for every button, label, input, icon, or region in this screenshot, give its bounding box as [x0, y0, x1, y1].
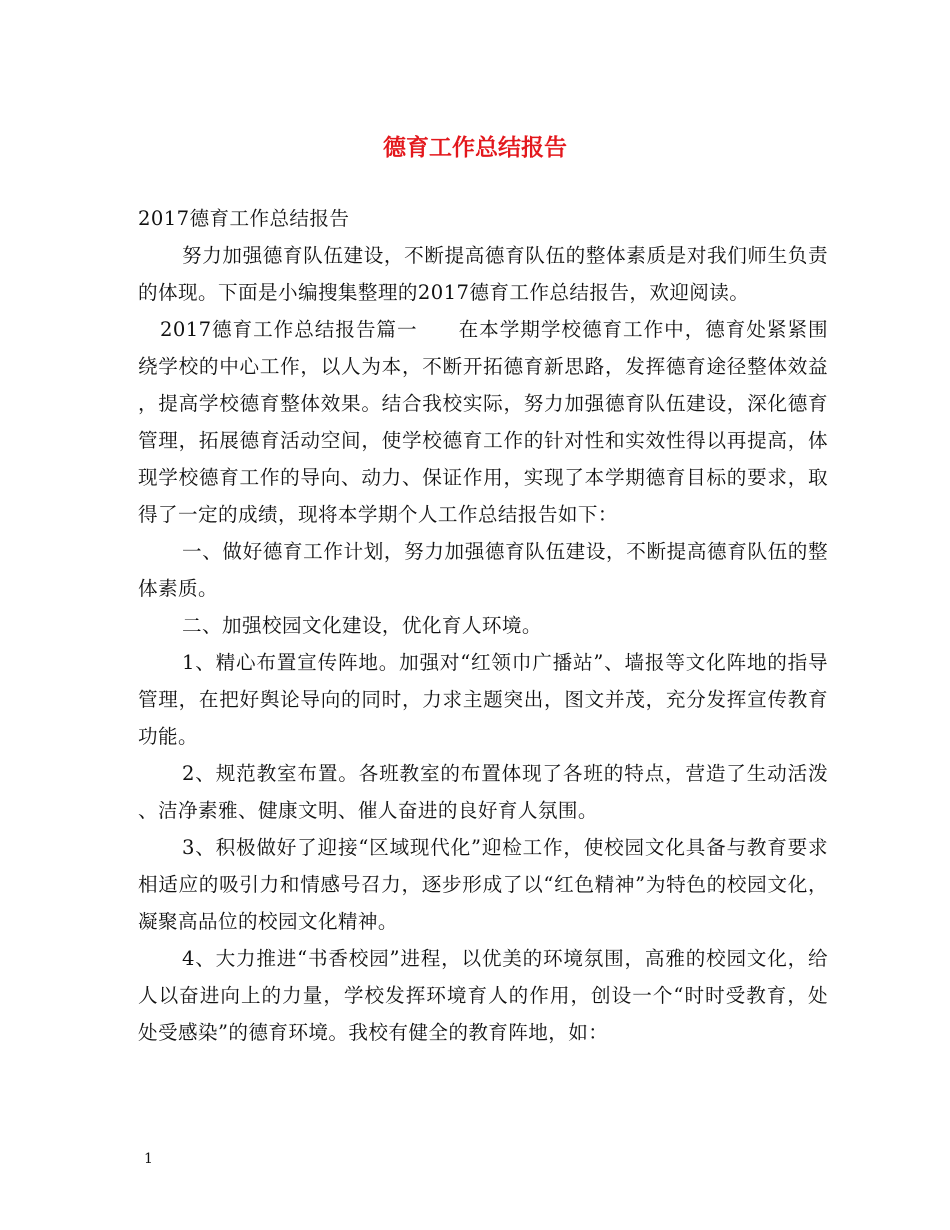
- page-number: 1: [144, 1151, 153, 1167]
- item-paragraph-2: 二、加强校园文化建设，优化育人环境。: [182, 614, 542, 637]
- item-paragraph-1: 一、做好德育工作计划，努力加强德育队伍建设，不断提高德育队伍的整体素质。: [138, 540, 828, 600]
- item-paragraph-3: 1、精心布置宣传阵地。加强对“红领巾广播站”、墙报等文化阵地的指导管理，在把好舆论导向的同时，力求主题突出，图文并茂，充分发挥宣传教育功能。: [138, 651, 828, 748]
- section-paragraph: 2017德育工作总结报告篇一 在本学期学校德育工作中，德育处紧紧围绕学校的中心工作，以人为本，不断开拓德育新思路，发挥德育途径整体效益，提高学校德育整体效果。结合我校实际，努力加强德育队伍建设，深化德育管理，拓展德育活动空间，使学校德育工作的针对性和实效性得以再提高，体现学校德育工作的导向、动力、保证作用，实现了本学期德育目标的要求，取得了一定的成绩，现将本学期个人工作总结报告如下：: [138, 318, 828, 526]
- document-body: [138, 200, 828, 1051]
- document-title: 德育工作总结报告: [383, 134, 567, 161]
- item-paragraph-6: 4、大力推进“书香校园”进程，以优美的环境氛围，高雅的校园文化，给人以奋进向上的力量，学校发挥环境育人的作用，创设一个“时时受教育，处处受感染”的德育环境。我校有健全的教育阵地，如：: [138, 947, 828, 1044]
- item-paragraph-5: 3、积极做好了迎接“区域现代化”迎检工作，使校园文化具备与教育要求相适应的吸引力和情感号召力，逐步形成了以“红色精神”为特色的校园文化，凝聚高品位的校园文化精神。: [138, 836, 828, 933]
- subtitle-paragraph: 2017德育工作总结报告: [138, 207, 350, 230]
- intro-paragraph: 努力加强德育队伍建设，不断提高德育队伍的整体素质是对我们师生负责的体现。下面是小编搜集整理的2017德育工作总结报告，欢迎阅读。: [138, 244, 828, 304]
- item-paragraph-4: 2、规范教室布置。各班教室的布置体现了各班的特点，营造了生动活泼、洁净素雅、健康文明、催人奋进的良好育人氛围。: [138, 762, 828, 822]
